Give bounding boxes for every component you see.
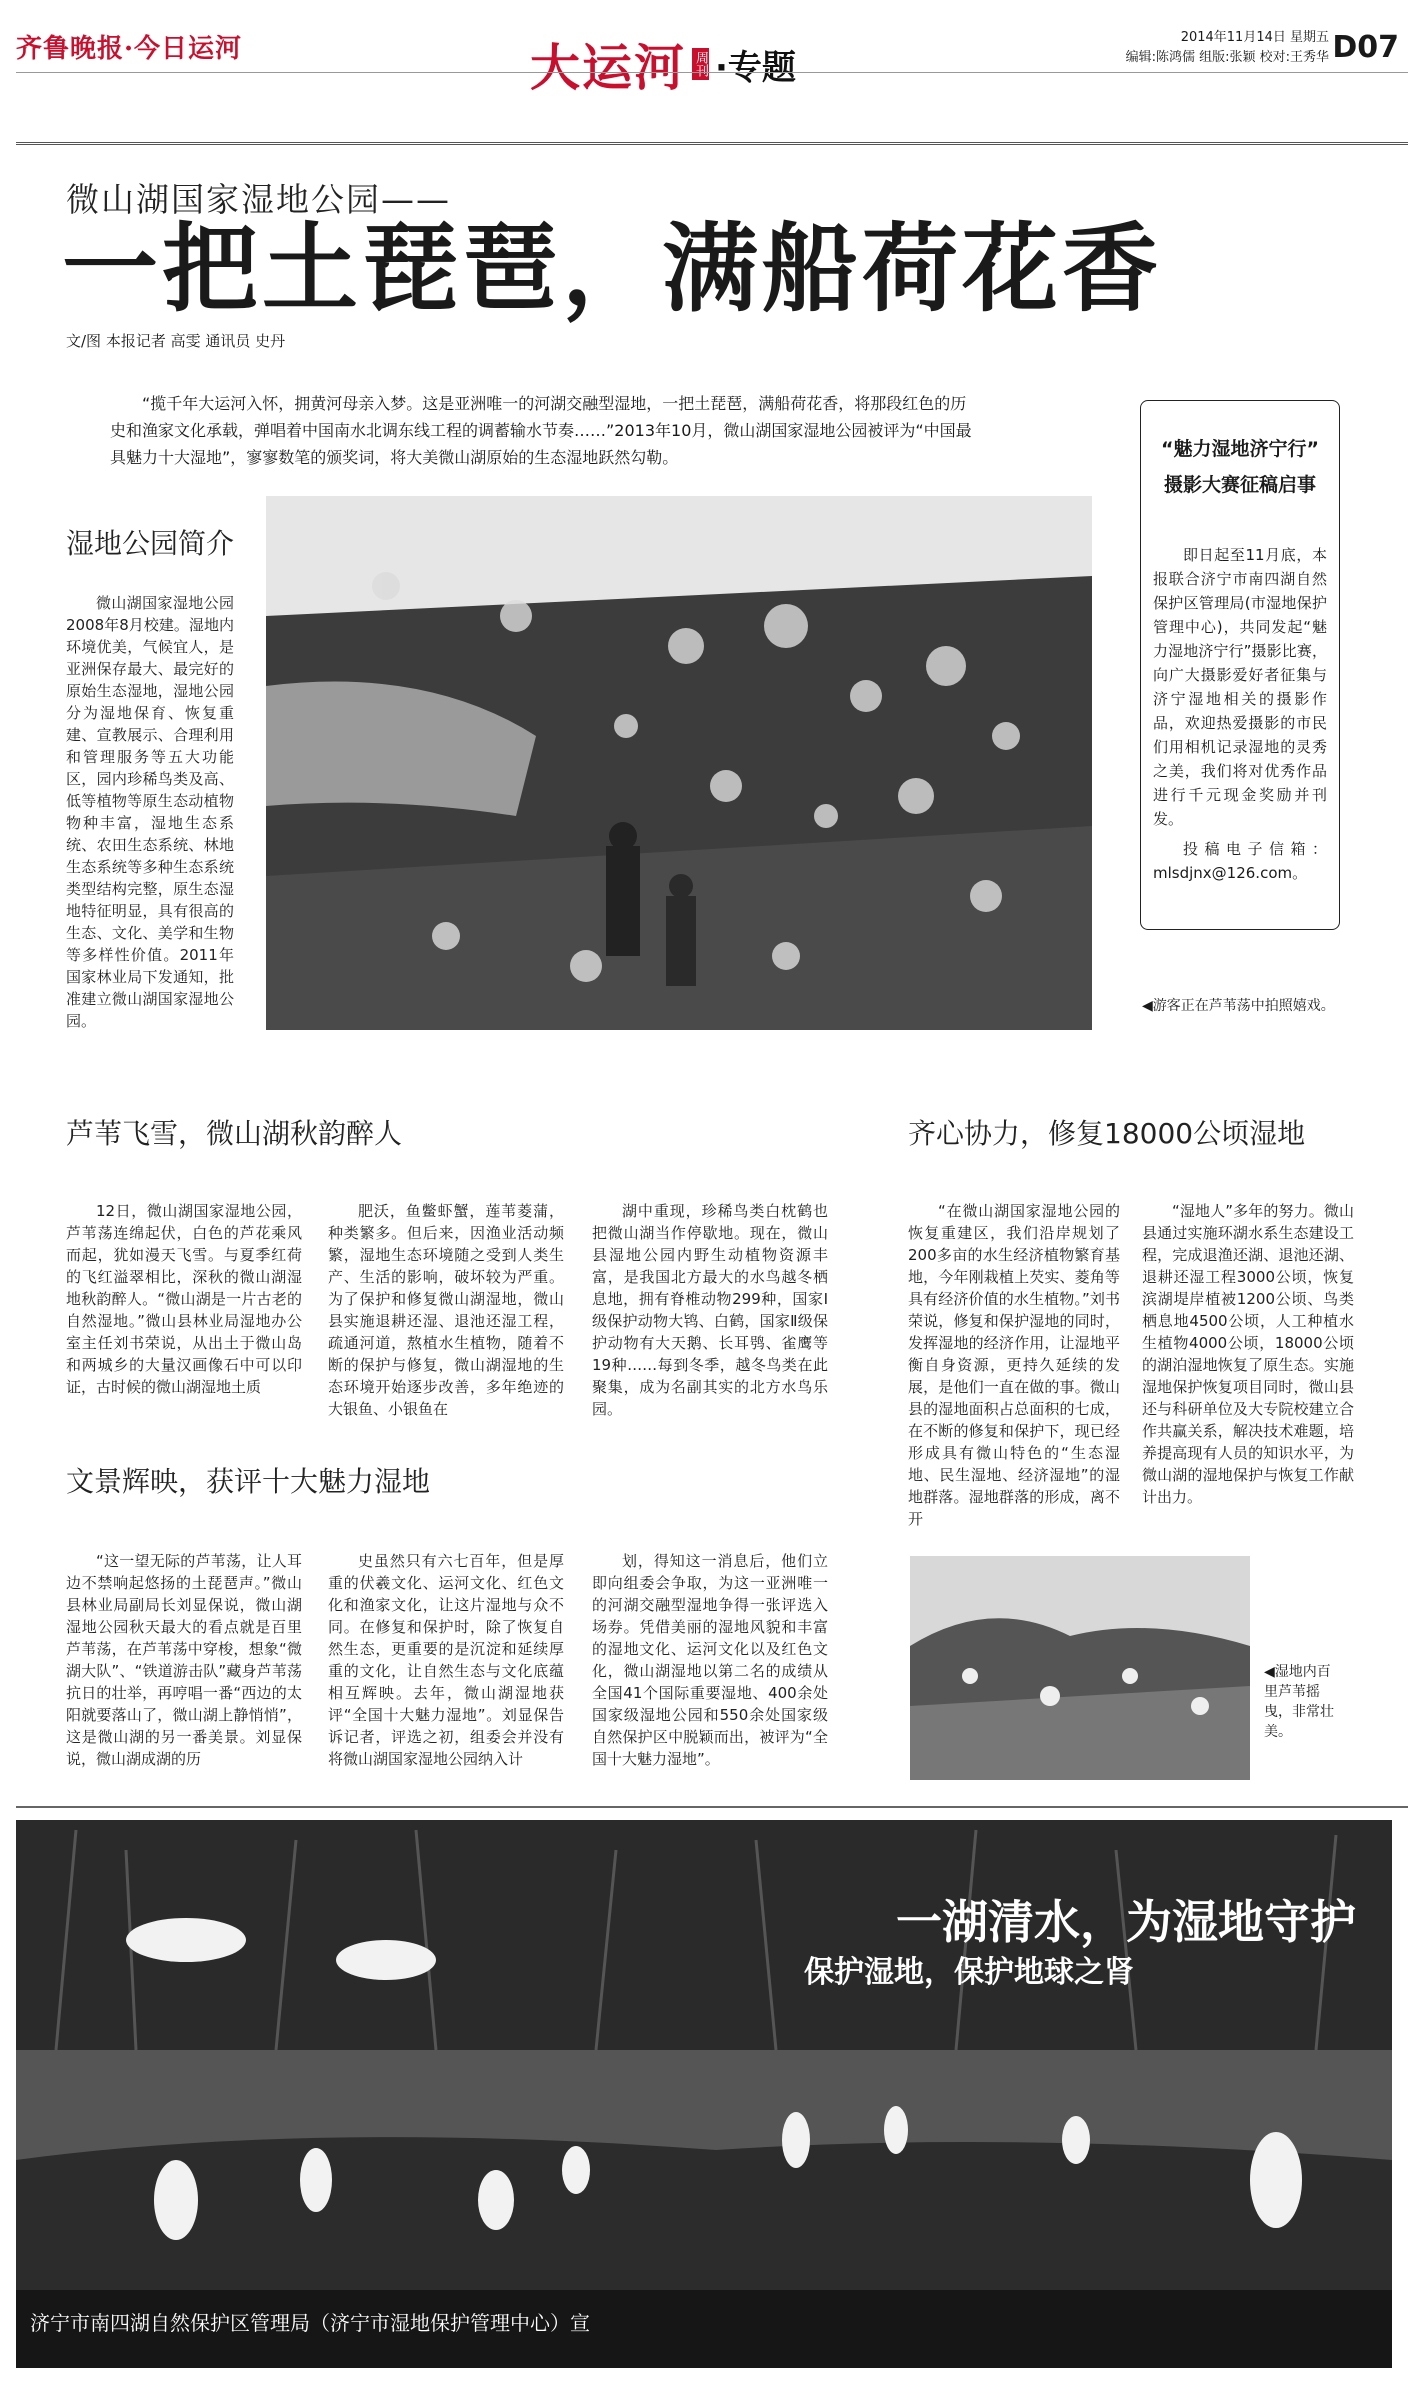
photo2-caption: ◀湿地内百里芦苇摇曳，非常壮美。 [1264,1664,1334,1740]
reed-landscape-photo [910,1556,1250,1780]
notice-text: 即日起至11月底，本报联合济宁市南四湖自然保护区管理局(市湿地保护管理中心)，共同发起“魅力湿地济宁行”摄影比赛，向广大摄影爱好者征集与济宁湿地相关的摄影作品，欢迎热爱摄影的市民们用相机记录湿地的灵秀之美，我们将对优秀作品进行千元现金奖励并刊发。 [1153,546,1327,828]
logo-main: 大运河 [530,38,686,97]
issue-date: 2014年11月14日 星期五 [1180,30,1329,45]
egret-banner [16,1820,1392,2368]
page-number: D07 [1332,30,1399,65]
section-reeds-col1: 12日，微山湖国家湿地公园，芦苇荡连绵起伏，白色的芦花乘风而起，犹如漫天飞雪。与夏季红荷的飞红溢翠相比，深秋的微山湖湿地秋韵醉人。“微山湖是一片古老的自然湿地。”微山县林业局湿地办公室主任刘书荣说，从出土于微山岛和两城乡的大量汉画像石中可以印证，古时候的微山湖湿地土质 [66,1202,302,1396]
intro-title: 湿地公园简介 [66,527,235,560]
intro-text: 微山湖国家湿地公园2008年8月校建。湿地内环境优美，气候宜人，是亚洲保存最大、最完好的原始生态湿地，湿地公园分为湿地保育、恢复重建、宣教展示、合理利用和管理服务等五大功能区，园内珍稀鸟类及高、低等植物等原生态动植物物种丰富，湿地生态系统、农田生态系统、林地生态系统等多种生态系统类型结构完整，原生态湿地特征明显，具有很高的生态、文化、美学和生物等多样性价值。2011年国家林业局下发通知，批准建立微山湖国家湿地公园。 [66,594,234,1030]
section-culture-col1: “这一望无际的芦苇荡，让人耳边不禁响起悠扬的土琵琶声。”微山县林业局副局长刘显保说，微山湖湿地公园秋天最大的看点就是百里芦苇荡，在芦苇荡中穿梭，想象“微湖大队”、“铁道游击队”藏身芦苇荡抗日的壮举，再哼唱一番“西边的太阳就要落山了，微山湖上静悄悄”，这是微山湖的另一番美景。刘显保说，微山湖成湖的历 [66,1552,302,1768]
logo-stamp: 周刊 [692,48,709,80]
section-reeds-title: 芦苇飞雪，微山湖秋韵醉人 [66,1117,403,1150]
header-rule [16,72,1408,73]
photo1-caption: ◀游客正在芦苇荡中拍照嬉戏。 [1142,998,1335,1014]
banner-rule [16,1806,1408,1808]
kicker: 微山湖国家湿地公园—— [66,180,451,219]
reed-photo [266,496,1092,1030]
section-restore-title: 齐心协力，修复18000公顷湿地 [908,1117,1306,1150]
notice-title-2: 摄影大赛征稿启事 [1163,474,1316,496]
section-reeds-col2: 肥沃，鱼鳖虾蟹，莲苇菱蒲，种类繁多。但后来，因渔业活动频繁，湿地生态环境随之受到人类生产、生活的影响，破坏较为严重。为了保护和修复微山湖湿地，微山县实施退耕还湿、退池还湿工程，疏通河道，熬植水生植物，随着不断的保护与修复，微山湖湿地的生态环境开始逐步改善，多年绝迹的大银鱼、小银鱼在 [328,1202,564,1418]
section-restore-col2: “湿地人”多年的努力。微山县通过实施环湖水系生态建设工程，完成退渔还湖、退池还湖、退耕还湿工程3000公顷，恢复滨湖堤岸植被1200公顷、鸟类栖息地4500公顷，人工种植水生植物4000公顷，18000公顷的湖泊湿地恢复了原生态。实施湿地保护恢复项目同时，微山县还与科研单位及大专院校建立合作共赢关系，解决技术难题，培养提高现有人员的知识水平，为微山湖的湿地保护与恢复工作献计出力。 [1142,1202,1354,1506]
editor-staff: 编辑:陈鸿儒 组版:张颖 校对:王秀华 [1125,50,1329,65]
section-culture-col3: 划，得知这一消息后，他们立即向组委会争取，为这一亚洲唯一的河湖交融型湿地争得一张评选入场券。凭借美丽的湿地风貌和丰富的湿地文化、运河文化以及红色文化，微山湖湿地以第二名的成绩从全国41个国际重要湿地、400余处国家级湿地公园和550余处国家级自然保护区中脱颖而出，被评为“全国十大魅力湿地”。 [592,1552,828,1768]
headline: 一把土琵琶，满船荷花香 [62,212,1162,325]
notice-title-1: “魅力湿地济宁行” [1161,438,1319,460]
section-culture-title: 文景辉映，获评十大魅力湿地 [66,1465,431,1498]
lead-paragraph: “揽千年大运河入怀，拥黄河母亲入梦。这是亚洲唯一的河湖交融型湿地，一把土琵琶，满船荷花香，将那段红色的历史和渔家文化承载，弹唱着中国南水北调东线工程的调蓄输水节奏……”2013年10月，微山湖国家湿地公园被评为“中国最具魅力十大湿地”，寥寥数笔的颁奖词，将大美微山湖原始的生态湿地跃然勾勒。 [110,394,972,467]
notice-email: 投稿电子信箱：mlsdjnx@126.com。 [1153,840,1327,882]
section-culture-col2: 史虽然只有六七百年，但是厚重的伏羲文化、运河文化、红色文化和渔家文化，让这片湿地与众不同。在修复和保护时，除了恢复自然生态，更重要的是沉淀和延续厚重的文化，让自然生态与文化底蕴相互辉映。去年，微山湖湿地获评“全国十大魅力湿地”。刘显保告诉记者，评选之初，组委会并没有将微山湖国家湿地公园纳入计 [328,1552,564,1768]
contest-notice-box [1140,400,1340,930]
banner-footer: 济宁市南四湖自然保护区管理局（济宁市湿地保护管理中心）宣 [30,2311,590,2335]
section-reeds-col3: 湖中重现，珍稀鸟类白枕鹤也把微山湖当作停歇地。现在，微山县湿地公园内野生动植物资源丰富，是我国北方最大的水鸟越冬栖息地，拥有脊椎动物299种，国家Ⅰ级保护动物大鸨、白鹤，国家Ⅱ级保护动物有大天鹅、长耳鸮、雀鹰等19种……每到冬季，越冬鸟类在此聚集，成为名副其实的北方水鸟乐园。 [592,1202,828,1418]
banner-subtitle: 保护湿地，保护地球之肾 [804,1955,1134,1990]
byline: 文/图 本报记者 高雯 通讯员 史丹 [66,332,286,350]
banner-title: 一湖清水，为湿地守护 [896,1895,1356,1949]
top-rule [16,142,1408,145]
section-restore-col1: “在微山湖国家湿地公园的恢复重建区，我们沿岸规划了200多亩的水生经济植物繁育基地，今年刚栽植上芡实、菱角等具有经济价值的水生植物。”刘书荣说，修复和保护湿地的同时，发挥湿地的经济作用，让湿地平衡自身资源，更持久延续的发展，是他们一直在做的事。微山县的湿地面积占总面积的七成，在不断的修复和保护下，现已经形成具有微山特色的“生态湿地、民生湿地、经济湿地”的湿地群落。湿地群落的形成，离不开 [908,1202,1120,1528]
logo-sub: ·专题 [715,47,796,88]
header-meta [1126,28,1329,68]
section-logo [530,28,796,100]
paper-name: 齐鲁晚报·今日运河 [16,34,243,64]
